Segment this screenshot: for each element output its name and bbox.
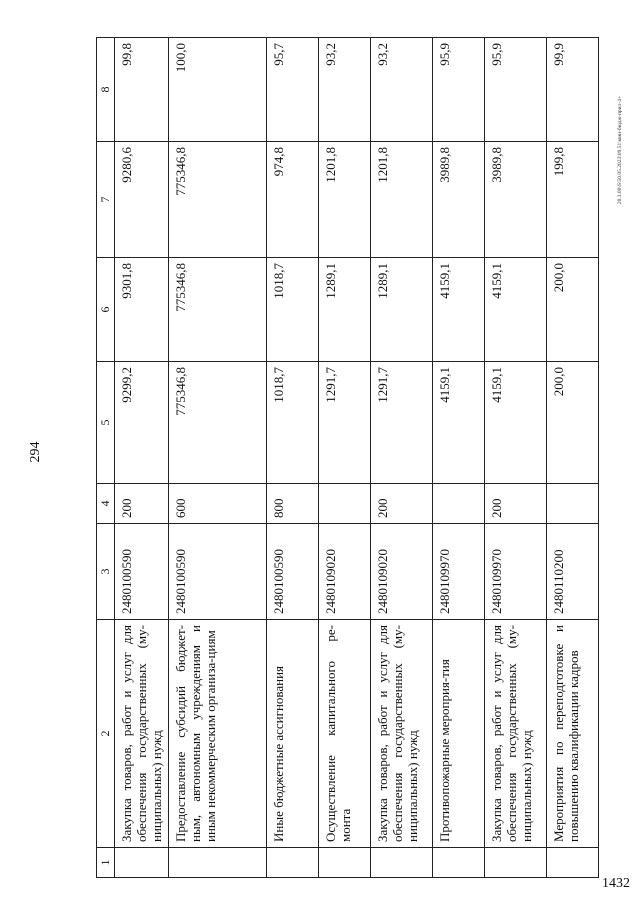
item-name-cell: Предоставление субсидий бюджет-ным, автономным учреждениям и иным некоммерческим организа-циям (169, 620, 267, 848)
table-row (485, 38, 547, 878)
column-header: 5 (97, 362, 115, 484)
row-number-cell (115, 848, 169, 878)
value-cell-col7: 199,8 (547, 142, 599, 258)
expense-type-cell (433, 484, 485, 524)
row-number-cell (371, 848, 433, 878)
row-number-cell (267, 848, 319, 878)
target-code-cell: 2480100590 (267, 524, 319, 620)
expense-type-cell: 600 (169, 484, 267, 524)
column-header: 8 (97, 38, 115, 142)
column-header: 2 (97, 620, 115, 848)
table-row (433, 38, 485, 878)
column-header: 6 (97, 258, 115, 362)
percent-cell-col8: 100,0 (169, 38, 267, 142)
target-code-cell: 2480109970 (433, 524, 485, 620)
target-code-cell: 2480109970 (485, 524, 547, 620)
row-number-cell (319, 848, 371, 878)
table-row (115, 38, 169, 878)
item-name-cell: Закупка товаров, работ и услуг для обеспечения государственных (му-ниципальных) нужд (371, 620, 433, 848)
expense-type-cell (547, 484, 599, 524)
value-cell-col6: 4159,1 (485, 258, 547, 362)
value-cell-col7: 9280,6 (115, 142, 169, 258)
value-cell-col5: 775346,8 (169, 362, 267, 484)
item-name-cell: Мероприятия по переподготовке и повышению квалификации кадров (547, 620, 599, 848)
value-cell-col6: 1289,1 (319, 258, 371, 362)
column-header: 3 (97, 524, 115, 620)
percent-cell-col8: 93,2 (319, 38, 371, 142)
page-number: 294 (28, 441, 43, 463)
value-cell-col6: 775346,8 (169, 258, 267, 362)
table-row (267, 38, 319, 878)
percent-cell-col8: 99,9 (547, 38, 599, 142)
percent-cell-col8: 95,9 (485, 38, 547, 142)
target-code-cell: 2480109020 (319, 524, 371, 620)
value-cell-col5: 4159,1 (485, 362, 547, 484)
value-cell-col7: 1201,8 (319, 142, 371, 258)
expense-type-cell: 200 (115, 484, 169, 524)
table-row (371, 38, 433, 878)
table-row (319, 38, 371, 878)
value-cell-col7: 3989,8 (485, 142, 547, 258)
table-header-row (97, 38, 115, 878)
row-number-cell (433, 848, 485, 878)
expense-type-cell (319, 484, 371, 524)
value-cell-col6: 1289,1 (371, 258, 433, 362)
percent-cell-col8: 95,9 (433, 38, 485, 142)
item-name-cell: Осуществление капитального ре-монта (319, 620, 371, 848)
column-header: 4 (97, 484, 115, 524)
value-cell-col5: 1291,7 (319, 362, 371, 484)
value-cell-col6: 200,0 (547, 258, 599, 362)
value-cell-col7: 974,8 (267, 142, 319, 258)
value-cell-col5: 1018,7 (267, 362, 319, 484)
value-cell-col5: 4159,1 (433, 362, 485, 484)
expense-type-cell: 200 (371, 484, 433, 524)
target-code-cell: 2480109020 (371, 524, 433, 620)
value-cell-col6: 4159,1 (433, 258, 485, 362)
target-code-cell: 2480100590 (169, 524, 267, 620)
document-reference: 20.3.00\S\50.05.2023\09.51\мин-бюдж-прил-4+ (617, 95, 623, 205)
column-header: 7 (97, 142, 115, 258)
table-row (169, 38, 267, 878)
percent-cell-col8: 95,7 (267, 38, 319, 142)
expense-type-cell: 200 (485, 484, 547, 524)
value-cell-col6: 1018,7 (267, 258, 319, 362)
table-row (547, 38, 599, 878)
percent-cell-col8: 93,2 (371, 38, 433, 142)
row-number-cell (485, 848, 547, 878)
item-name-cell: Иные бюджетные ассигнования (267, 620, 319, 848)
value-cell-col6: 9301,8 (115, 258, 169, 362)
target-code-cell: 2480110200 (547, 524, 599, 620)
value-cell-col5: 200,0 (547, 362, 599, 484)
rotated-table-container (96, 38, 584, 878)
corner-page-number: 1432 (602, 876, 630, 891)
expense-type-cell: 800 (267, 484, 319, 524)
value-cell-col7: 775346,8 (169, 142, 267, 258)
percent-cell-col8: 99,8 (115, 38, 169, 142)
value-cell-col5: 9299,2 (115, 362, 169, 484)
column-header: 1 (97, 848, 115, 878)
value-cell-col7: 1201,8 (371, 142, 433, 258)
row-number-cell (547, 848, 599, 878)
target-code-cell: 2480100590 (115, 524, 169, 620)
item-name-cell: Закупка товаров, работ и услуг для обеспечения государственных (му-ниципальных) нужд (485, 620, 547, 848)
item-name-cell: Закупка товаров, работ и услуг для обеспечения государственных (му-ниципальных) нужд (115, 620, 169, 848)
value-cell-col5: 1291,7 (371, 362, 433, 484)
budget-table (96, 37, 599, 878)
value-cell-col7: 3989,8 (433, 142, 485, 258)
item-name-cell: Противопожарные мероприя-тия (433, 620, 485, 848)
row-number-cell (169, 848, 267, 878)
